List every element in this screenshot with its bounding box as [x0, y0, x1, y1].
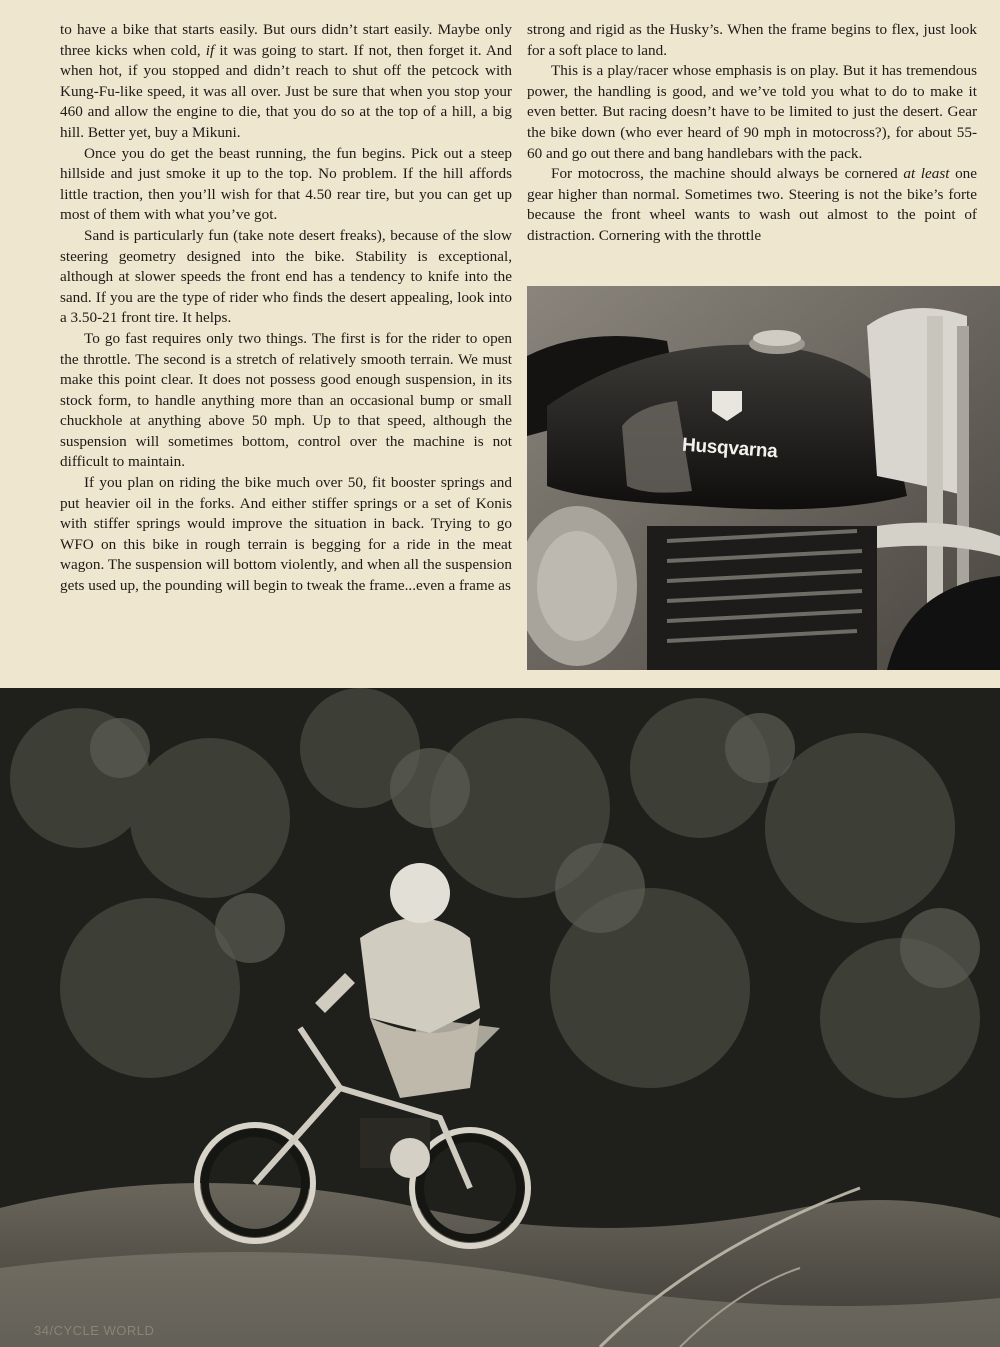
paragraph: Sand is particularly fun (take note desert freaks), because of the slow steering geometry designed into the bike. Stability is exceptional, although at slower speeds the front end has a tendency to knife into the sand. If you are the type of rider who finds the desert appealing, look into a 3.50-21 front tire. It helps. [60, 226, 512, 327]
tank-closeup-photo [527, 286, 1000, 670]
paragraph: to have a bike that starts easily. But ours didn’t start easily. Maybe only three kicks when cold, if it was going to start. If not, then forget it. And when hot, if you stopped and didn’t reach to shut off the petcock with Kung-Fu-like speed, it was all over. Just be sure that when you stop your 460 and allow the engine to die, that you do so at the top of a hill, a big hill. Better yet, buy a Mikuni. [60, 21, 512, 141]
paragraph: strong and rigid as the Husky’s. When the frame begins to flex, just look for a soft place to land. [527, 21, 977, 59]
left-text-column [60, 20, 512, 597]
paragraph: Once you do get the beast running, the fun begins. Pick out a steep hillside and just smoke it up to the top. No problem. If the hill affords little traction, then you’ll wish for that 4.50 rear tire, but you can get up most of them with what you’ve got. [60, 144, 512, 224]
page-folio: 34/CYCLE WORLD [34, 1323, 155, 1338]
husqvarna-logo: Husqvarna [681, 434, 779, 463]
paragraph: To go fast requires only two things. The first is for the rider to open the throttle. The second is a stretch of relatively smooth terrain. We must make this point clear. It does not possess good enough suspension, in its stock form, to handle anything more than an occasional bump or small chuckhole at anything above 50 mph. Up to that speed, although the suspension will sometimes bottom, control over the machine is not difficult to maintain. [60, 329, 512, 471]
paragraph: If you plan on riding the bike much over 50, fit booster springs and put heavier oil in the forks. And either stiffer springs or a set of Konis with stiffer springs would improve the situation in back. Trying to go WFO on this bike in rough terrain is begging for a ride in the meat wagon. The suspension will bottom violently, and when all the suspension gets used up, the pounding will begin to tweak the frame...even a frame as [60, 474, 512, 595]
paragraph: This is a play/racer whose emphasis is on play. But it has tremendous power, the handling is good, and we’ve told you what to do to make it even better. But racing doesn’t have to be limited to just the desert. Gear the bike down (who ever heard of 90 mph in motocross?), for about 55-60 and go out there and bang handlebars with the pack. [527, 62, 977, 162]
paragraph: For motocross, the machine should always be cornered at least one gear higher than normal. Sometimes two. Steering is not the bike’s forte because the front wheel wants to wash out almost to the point of distraction. Cornering with the throttle [527, 165, 977, 244]
rider-jump-photo [0, 688, 1000, 1347]
right-text-column [527, 20, 977, 247]
